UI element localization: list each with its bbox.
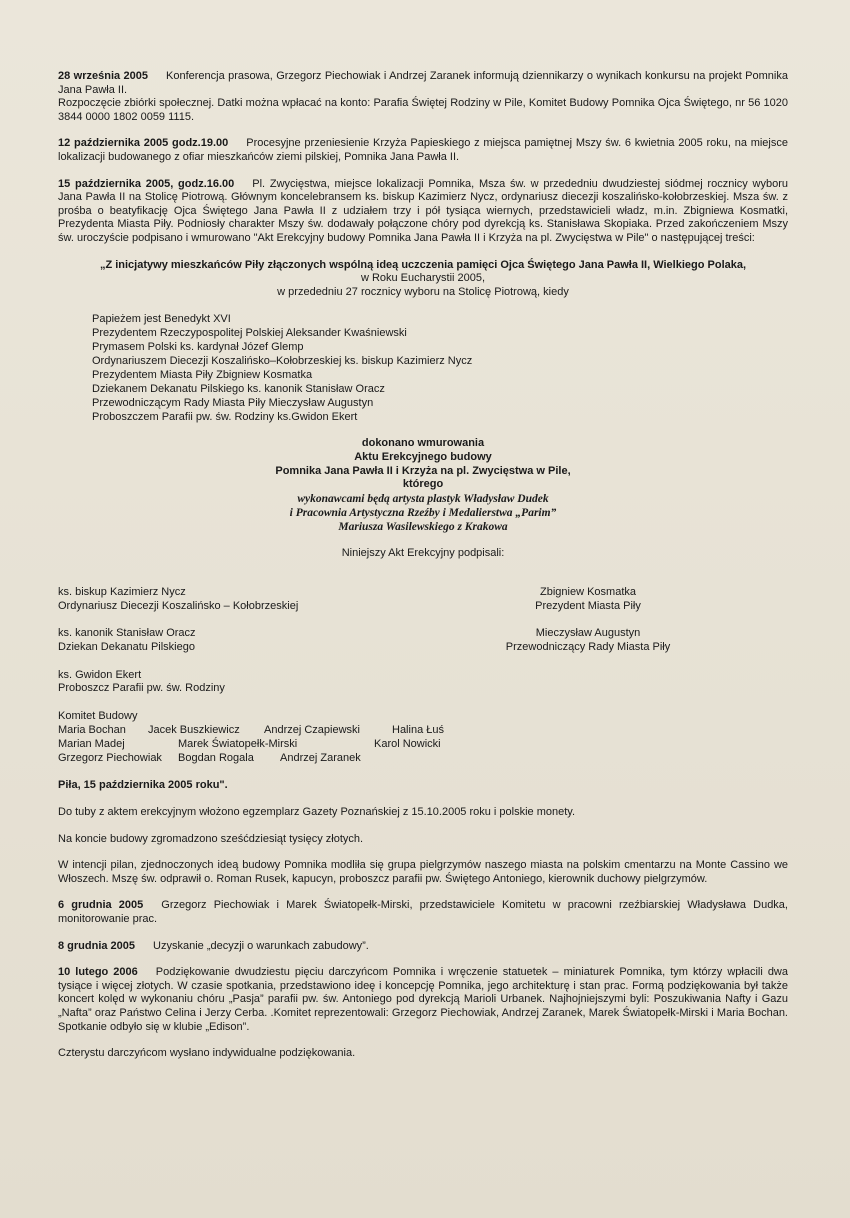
committee-member: Maria Bochan	[58, 724, 126, 737]
signatory-name: Mieczysław Augustyn	[535, 627, 641, 640]
signatory-role: Ordynariusz Diecezji Koszalińsko – Kołobrzeskiej	[58, 599, 299, 612]
list-item: Proboszczem Parafii pw. św. Rodziny ks.Gwidon Ekert	[92, 411, 358, 424]
document-body	[58, 70, 788, 1074]
entry-text: Pl. Zwycięstwa, miejsce lokalizacji Pomnika, Msza św. w przededniu dwudziestej siódmej rocznicy wyboru Jana Pawła II na Stolicę Piotrową. Głównym koncelebransem ks. biskup Kazimierz Nycz, ordynariusz diecezji koszalińsko-kołobrzeskiej. Msza św. z prośba o beatyfikację Ojca Świętego Jana Pawła II z udziałem trzy i pół tysiąca wiernych, przedstawicieli władz, m.in. Zbigniewa Kosmatki, Prezydenta Miasta Piły. Podniosły charakter Mszy św. dodawały połączone chóry pod dyrekcją ks. Stanisława Skopiaka. Przed zakończeniem Mszy św. uroczyście podpisano i wmurowano "Akt Erekcyjny budowy Pomnika Jana Pawła II i Krzyża na pl. Zwycięstwa w Pile" o następującej treści:	[58, 177, 788, 244]
signatory-name: ks. Gwidon Ekert	[58, 668, 142, 681]
list-item: Przewodniczącym Rady Miasta Piły Mieczysław Augustyn	[92, 397, 374, 410]
entry-sep-28	[58, 70, 788, 97]
entry-text: Procesyjne przeniesienie Krzyża Papieskiego z miejsca pamiętnej Mszy św. 6 kwietnia 2005 roku, na miejsce lokalizacji budowanego z ofiar mieszkańców ziemi pilskiej, Pomnika Jana Pawła II.	[58, 137, 788, 163]
entry-date: 8 grudnia 2005	[58, 939, 136, 952]
center-italic-line: Mariusza Wasilewskiego z Krakowa	[338, 520, 508, 533]
act-closing	[58, 779, 788, 793]
entry-text: Grzegorz Piechowiak i Marek Światopełk-Mirski, przedstawiciele Komitetu w pracowni rzeźbiarskiej Władysława Dudka, monitorowanie prac.	[58, 899, 788, 925]
committee-member: Bogdan Rogala	[178, 752, 254, 765]
office-holders-list	[92, 312, 788, 424]
entry-date: 12 października 2005 godz.19.00	[58, 137, 229, 150]
signatory-row	[58, 586, 788, 613]
entry-date: 28 września 2005	[58, 70, 149, 82]
center-line: Pomnika Jana Pawła II i Krzyża na pl. Zwycięstwa w Pile,	[275, 464, 571, 477]
committee-row	[58, 751, 788, 765]
list-item: Prezydentem Miasta Piły Zbigniew Kosmatka	[92, 369, 313, 382]
committee-member: Jacek Buszkiewicz	[148, 724, 240, 737]
list-item: Dziekanem Dekanatu Pilskiego ks. kanonik Stanisław Oracz	[92, 383, 385, 396]
committee-row	[58, 723, 788, 737]
center-italic-line: wykonawcami będą artysta plastyk Władysław Dudek	[297, 492, 549, 505]
list-item: Papieżem jest Benedykt XVI	[92, 313, 231, 326]
committee-member: Andrzej Zaranek	[280, 752, 361, 765]
entry-oct-15	[58, 178, 788, 246]
entry-sep-28-account	[58, 97, 788, 124]
center-line: Aktu Erekcyjnego budowy	[354, 450, 492, 463]
signatory-role: Proboszcz Parafii pw. św. Rodziny	[58, 682, 225, 695]
entry-text: Rozpoczęcie zbiórki społecznej. Datki można wpłacać na konto: Parafia Świętej Rodziny w Pile, Komitet Budowy Pomnika Ojca Świętego, nr 56 1020 3844 0000 1802 0059 1115.	[58, 97, 788, 123]
committee-member: Andrzej Czapiewski	[264, 724, 360, 737]
entry-date: 15 października 2005, godz.16.00	[58, 177, 235, 190]
signatory-role: Dziekan Dekanatu Pilskiego	[58, 641, 195, 654]
committee	[58, 710, 788, 766]
entry-feb-10	[58, 966, 788, 1034]
paragraph: Na koncie budowy zgromadzono sześćdziesiąt tysięcy złotych.	[58, 832, 364, 845]
entry-date: 10 lutego 2006	[58, 966, 138, 979]
paragraph: W intencji pilan, zjednoczonych ideą budowy Pomnika modliła się grupa pielgrzymów naszego miasta na polskim cmentarzu na Monte Cassino we Włoszech. Mszę św. odprawił o. Roman Rusek, kapucyn, proboszcz parafii pw. Świętego Antoniego, kierownik duchowy pielgrzymów.	[58, 859, 788, 885]
signed-label: Niniejszy Akt Erekcyjny podpisali:	[341, 546, 505, 559]
entry-oct-12	[58, 137, 788, 164]
act-closing-text: Piła, 15 października 2005 roku".	[58, 779, 228, 792]
act-heading-line2: w Roku Eucharystii 2005,	[360, 272, 486, 285]
signatory-role: Przewodniczący Rady Miasta Piły	[505, 641, 671, 654]
signatory-name: ks. biskup Kazimierz Nycz	[58, 586, 186, 599]
entry-text: Uzyskanie „decyzji o warunkach zabudowy”.	[153, 939, 369, 952]
entry-dec-8	[58, 940, 788, 954]
signatory-row	[58, 627, 788, 654]
act-heading	[58, 259, 788, 300]
committee-member: Karol Nowicki	[374, 738, 441, 751]
list-item: Ordynariuszem Diecezji Koszalińsko–Kołobrzeskiej ks. biskup Kazimierz Nycz	[92, 355, 473, 368]
signatories	[58, 586, 788, 696]
center-italic-line: i Pracownia Artystyczna Rzeźby i Medalierstwa „Parim”	[289, 506, 557, 519]
center-line: którego	[402, 478, 444, 491]
committee-member: Grzegorz Piechowiak	[58, 752, 162, 765]
committee-label: Komitet Budowy	[58, 709, 138, 722]
act-center-block	[58, 437, 788, 533]
committee-row	[58, 737, 788, 751]
signatory-role: Prezydent Miasta Piły	[535, 599, 641, 612]
committee-member: Halina Łuś	[392, 724, 444, 737]
committee-member: Marian Madej	[58, 738, 125, 751]
act-heading-line1: „Z inicjatywy mieszkańców Piły złączonych wspólną ideą uczczenia pamięci Ojca Świętego Jana Pawła II, Wielkiego Polaka,	[99, 258, 747, 271]
paragraph: Do tuby z aktem erekcyjnym włożono egzemplarz Gazety Poznańskiej z 15.10.2005 roku i polskie monety.	[58, 806, 576, 819]
entry-text: Podziękowanie dwudziestu pięciu darczyńcom Pomnika i wręczenie statuetek – miniaturek Pomnika, tym którzy wpłacili dwa tysiące i więcej złotych. W czasie spotkania, przedstawiono ideę i koncepcję Pomnika, jego architekturę i stan prac. Formą podziękowania był także koncert kolęd w wykonaniu chóru „Pasja” parafii pw. św. Antoniego pod dyrekcją Marioli Urbanek. Najhojniejszymi byli: Poszukiwania Nafty i Gazu „Nafta” oraz Państwo Celina i Jerzy Cerba. .Komitet reprezentowali: Grzegorz Piechowiak, Andrzej Zaranek, Marek Światopełk-Mirski i Maria Bochan. Spotkanie odbyło się w klubie „Edison”.	[58, 966, 788, 1033]
signatory-name: ks. kanonik Stanisław Oracz	[58, 627, 196, 640]
final-paragraph: Czterystu darczyńcom wysłano indywidualne podziękowania.	[58, 1047, 356, 1060]
list-item: Prymasem Polski ks. kardynał Józef Glemp	[92, 341, 304, 354]
entry-date: 6 grudnia 2005	[58, 899, 144, 912]
center-line: dokonano wmurowania	[361, 437, 485, 450]
list-item: Prezydentem Rzeczypospolitej Polskiej Aleksander Kwaśniewski	[92, 327, 407, 340]
entry-text: Konferencja prasowa, Grzegorz Piechowiak i Andrzej Zaranek informują dziennikarzy o wynikach konkursu na projekt Pomnika Jana Pawła II.	[58, 70, 788, 96]
act-heading-line3: w przededniu 27 rocznicy wyboru na Stolicę Piotrową, kiedy	[277, 285, 569, 298]
signatory-name: Zbigniew Kosmatka	[540, 586, 636, 599]
entry-dec-6	[58, 899, 788, 926]
signatory-row	[58, 669, 788, 696]
committee-member: Marek Światopełk-Mirski	[178, 738, 298, 751]
